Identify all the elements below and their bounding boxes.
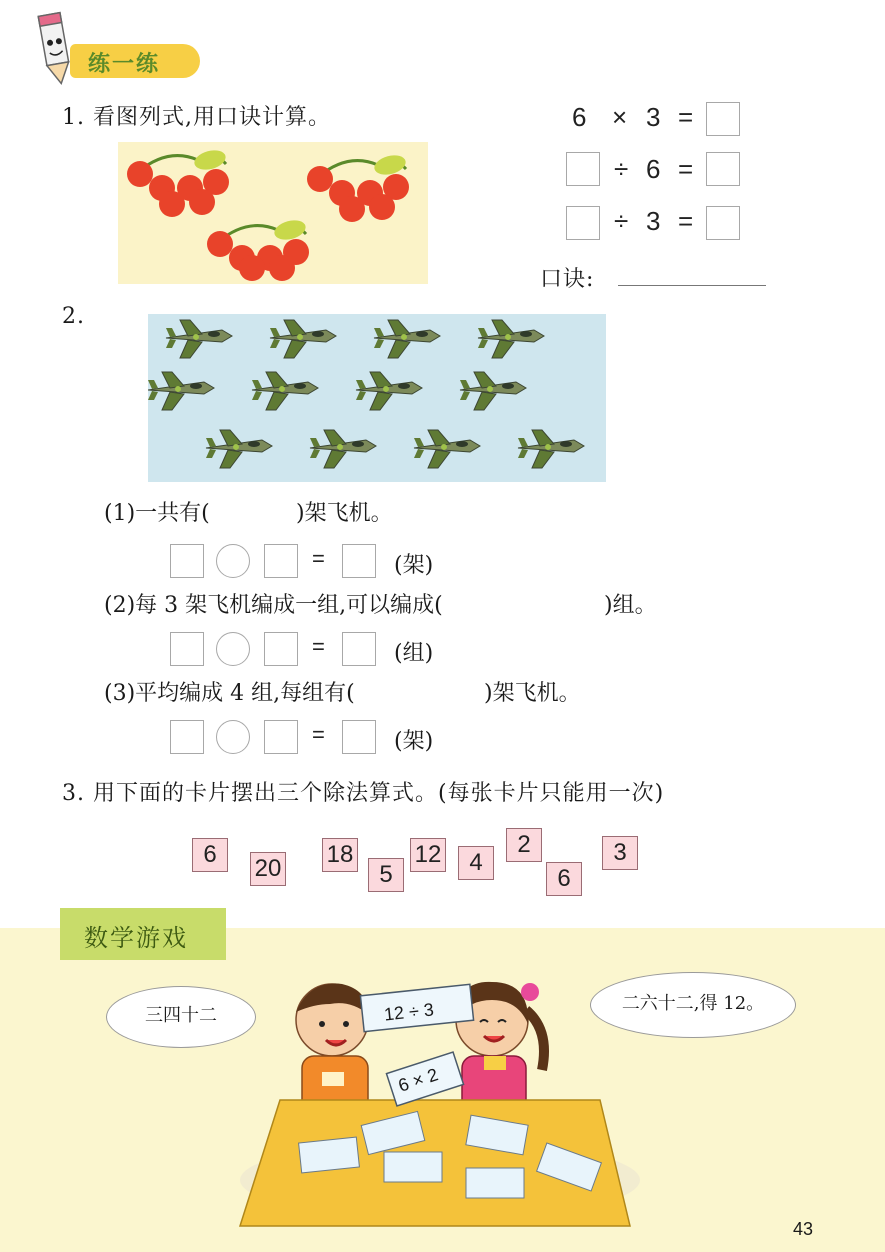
q2-sub2-unit: (组) [394,641,434,666]
airplanes-illustration [148,314,606,482]
cherries-illustration [118,142,428,284]
eq2-op: ÷ [614,154,629,184]
number-card[interactable]: 12 [410,838,446,872]
number-card[interactable]: 18 [322,838,358,872]
koujue-answer-line[interactable] [618,264,766,286]
q2-sub3-eq: = [312,722,325,747]
pencil-mascot-icon [30,8,80,88]
number-card[interactable]: 6 [546,862,582,896]
eq3-b: 3 [646,206,661,236]
q2-sub1-op-circle[interactable] [216,544,250,578]
kids-game-illustration [230,970,650,1240]
koujue-label: 口诀: [540,267,595,292]
q2-sub2-eq: = [312,634,325,659]
q2-number: 2. [62,304,85,329]
boy-figure [296,984,368,1116]
q2-sub1-text-b: )架飞机。 [296,501,393,526]
q2-sub1-eq: = [312,546,325,571]
q2-sub3-unit: (架) [394,729,434,754]
q2-sub1-box-b[interactable] [264,544,298,578]
q2-sub2-answer-box[interactable] [342,632,376,666]
q2-sub3-box-a[interactable] [170,720,204,754]
eq2-answer-box[interactable] [706,152,740,186]
eq2-b: 6 [646,154,661,184]
q2-sub2-text-b: )组。 [604,593,657,618]
q3-title: 3. 用下面的卡片摆出三个除法算式。(每张卡片只能用一次) [62,781,665,806]
q2-sub3-answer-box[interactable] [342,720,376,754]
q2-sub1-box-a[interactable] [170,544,204,578]
eq2-eq: = [678,154,694,184]
held-card-girl: 6 × 2 [395,1064,441,1096]
q1-title: 1. 看图列式,用口诀计算。 [62,105,331,130]
girl-speech-text: 二六十二,得 12。 [621,993,765,1014]
eq3-dividend-box[interactable] [566,206,600,240]
eq1-answer-box[interactable] [706,102,740,136]
q2-sub3-text-b: )架飞机。 [484,681,581,706]
number-card[interactable]: 5 [368,858,404,892]
q2-sub3-text-a: (3)平均编成 4 组,每组有( [104,681,355,706]
page-number: 43 [792,1219,813,1239]
number-card[interactable]: 2 [506,828,542,862]
eq1-eq: = [678,102,694,132]
q2-sub2-box-b[interactable] [264,632,298,666]
eq3-answer-box[interactable] [706,206,740,240]
q2-sub2-box-a[interactable] [170,632,204,666]
badge-label: 练一练 [88,52,161,77]
q2-sub1-answer-box[interactable] [342,544,376,578]
eq2-dividend-box[interactable] [566,152,600,186]
number-card[interactable]: 6 [192,838,228,872]
q2-sub1-text-a: (1)一共有( [104,501,210,526]
held-card-boy: 12 ÷ 3 [383,999,435,1025]
q2-sub1-unit: (架) [394,553,434,578]
eq1-a: 6 [572,102,587,132]
boy-speech-text: 三四十二 [145,1005,217,1026]
number-card[interactable]: 20 [250,852,286,886]
eq3-op: ÷ [614,206,629,236]
q2-sub2-text-a: (2)每 3 架飞机编成一组,可以编成( [104,593,443,618]
number-card[interactable]: 3 [602,836,638,870]
number-card[interactable]: 4 [458,846,494,880]
q2-sub2-op-circle[interactable] [216,632,250,666]
eq1-op: × [612,102,628,132]
q2-sub3-op-circle[interactable] [216,720,250,754]
section-badge [30,38,180,80]
q2-sub3-box-b[interactable] [264,720,298,754]
eq3-eq: = [678,206,694,236]
game-section-label: 数学游戏 [84,924,188,952]
game-section-tag [60,908,226,960]
eq1-b: 3 [646,102,661,132]
